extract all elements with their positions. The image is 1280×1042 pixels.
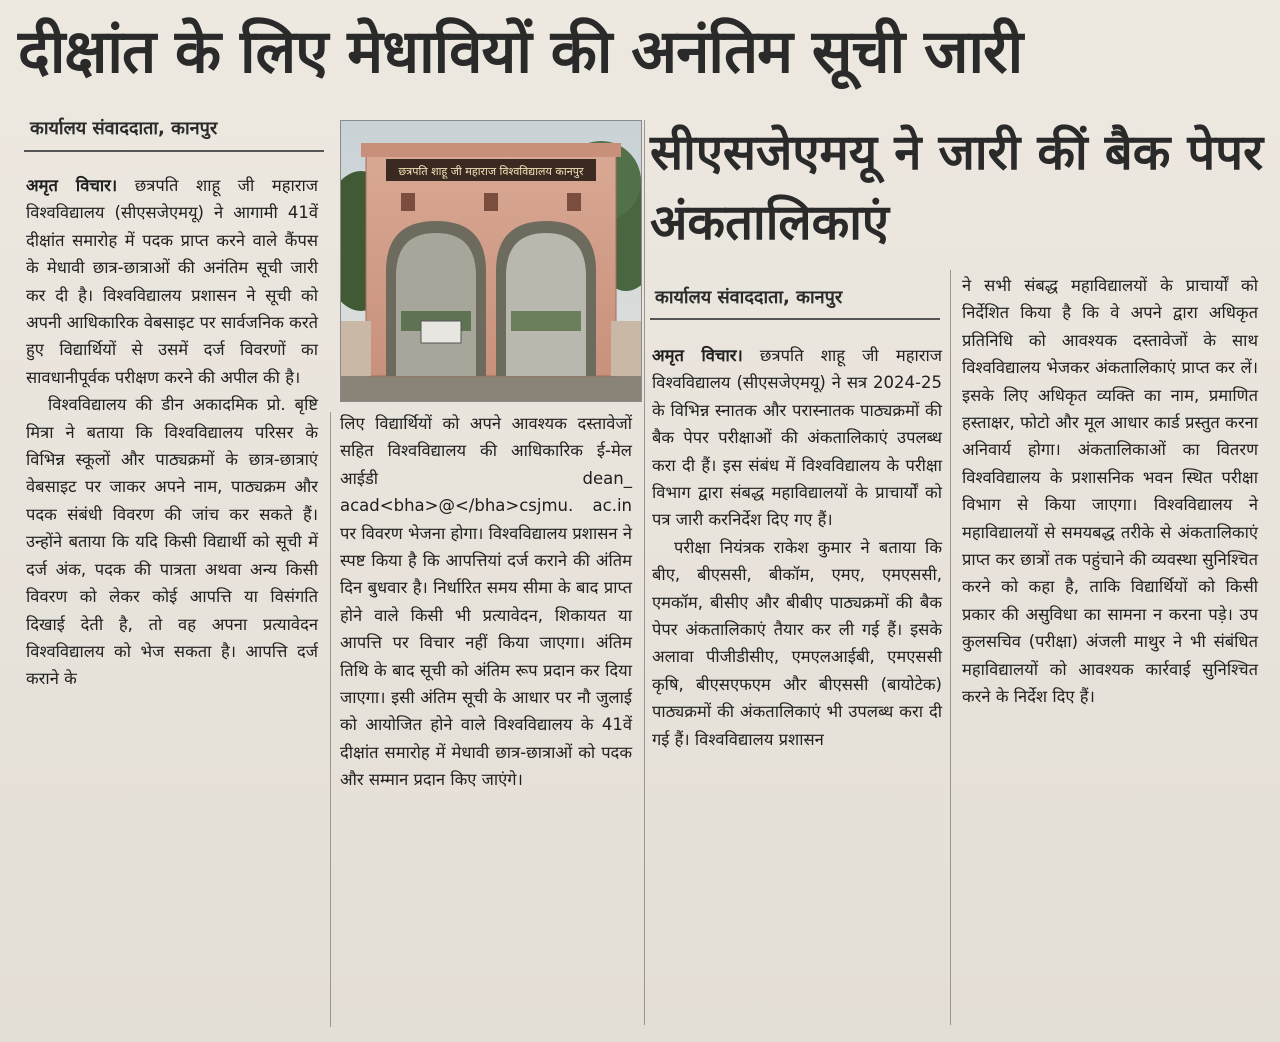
story1-byline-rule: [24, 150, 324, 152]
story2-text-1: छत्रपति शाहू जी महाराज विश्वविद्यालय (सीएसजेएमयू) ने सत्र 2024-25 के विभिन्न स्नातक और परास्नातक पाठ्यक्रमों की बैक पेपर परीक्षाओं की अंकतालिकाएं उपलब्ध करा दी हैं। इस संबंध में विश्वविद्यालय के परीक्षा विभाग द्वारा संबद्ध महाविद्यालयों के प्राचार्यों को पत्र जारी करनिर्देश दिए गए हैं।: [652, 346, 942, 530]
story2-column-1: [652, 342, 942, 753]
story2-byline: कार्यालय संवाददाता, कानपुर: [655, 287, 843, 308]
story1-lead: अमृत विचार।: [26, 176, 118, 195]
story2-byline-rule: [650, 318, 940, 320]
story2-paragraph-2: परीक्षा नियंत्रक राकेश कुमार ने बताया कि बीए, बीएससी, बीकॉम, एमए, एमएससी, एमकॉम, बीसीए और बीबीए पाठ्यक्रमों की बैक पेपर अंकतालिकाएं तैयार कर ली गई हैं। इसके अलावा पीजीडीसीए, एमएलआईबी, एमएससी कृषि, बीएसएफएम और बीएससी (बायोटेक) पाठ्यक्रमों की अंकतालिकाएं भी उपलब्ध करा दी गई हैं। विश्वविद्यालय प्रशासन: [652, 537, 942, 749]
column-divider-1: [330, 412, 331, 1027]
story1-column-1: [26, 172, 318, 693]
gate-sign-text: छत्रपति शाहू जी महाराज विश्वविद्यालय कानपुर: [398, 165, 584, 178]
story2-headline: सीएसजेएमयू ने जारी कीं बैक पेपर अंकतालिकाएं: [650, 124, 1264, 251]
column-divider-3: [950, 270, 951, 1025]
university-gate-photo: [340, 120, 642, 402]
column-divider-2: [644, 120, 645, 1025]
story2-paragraph-3: ने सभी संबद्ध महाविद्यालयों के प्राचार्यों को निर्देशित किया है कि वे अपने द्वारा अधिकृत प्रतिनिधि को आवश्यक दस्तावेजों के साथ विश्वविद्यालय भेजकर अंकतालिकाएं प्राप्त कर लें। इसके लिए अधिकृत व्यक्ति का नाम, प्रमाणित हस्ताक्षर, फोटो और मूल आधार कार्ड प्रस्तुत करना अनिवार्य होगा। अंकतालिकाओं का वितरण विश्वविद्यालय के प्रशासनिक भवन स्थित परीक्षा विभाग से किया जाएगा। विश्वविद्यालय ने महाविद्यालयों से समयबद्ध तरीके से अंकतालिकाएं प्राप्त कर छात्रों तक पहुंचाने की व्यवस्था सुनिश्चित करने को कहा है, ताकि विद्यार्थियों को किसी प्रकार की असुविधा का सामना न करना पड़े। उप कुलसचिव (परीक्षा) अंजली माथुर ने भी संबंधित महाविद्यालयों को आवश्यक कार्रवाई सुनिश्चित करने के निर्देश दिए हैं।: [962, 276, 1258, 707]
gate-illustration: [341, 121, 641, 401]
story1-paragraph-1: [26, 172, 318, 391]
story2-paragraph-1: [652, 342, 942, 534]
main-headline: दीक्षांत के लिए मेधावियों की अनंतिम सूची जारी: [18, 17, 1023, 87]
story1-byline: कार्यालय संवाददाता, कानपुर: [30, 118, 218, 139]
story1-paragraph-2: विश्वविद्यालय की डीन अकादमिक प्रो. बृष्टि मित्रा ने बताया कि विश्वविद्यालय परिसर के विभिन्न स्कूलों और पाठ्यक्रमों के छात्र-छात्राएं वेबसाइट पर जाकर अपने नाम, पाठ्यक्रम और पदक संबंधी विवरण की जांच कर सकते हैं। उन्होंने बताया कि यदि किसी विद्यार्थी को सूची में दर्ज अंक, पदक की पात्रता अथवा अन्य किसी विवरण को लेकर कोई आपत्ति या विसंगति दिखाई देती है, तो वह अपना प्रत्यावेदन विश्वविद्यालय को भेज सकता है। आपत्ति दर्ज कराने के: [26, 395, 318, 689]
story1-text-1: छत्रपति शाहू जी महाराज विश्वविद्यालय (सीएसजेएमयू) ने आगामी 41वें दीक्षांत समारोह में पदक प्राप्त करने वाले कैंपस के मेधावी छात्र-छात्राओं की अनंतिम सूची जारी कर दी है। विश्वविद्यालय प्रशासन ने सूची को अपनी आधिकारिक वेबसाइट पर सार्वजनिक करते हुए विद्यार्थियों से उसमें दर्ज विवरणों का सावधानीपूर्वक परीक्षण करने की अपील की है।: [26, 176, 319, 387]
story2-lead: अमृत विचार।: [652, 346, 743, 365]
story1-column-2: [340, 410, 632, 794]
story1-paragraph-3: लिए विद्यार्थियों को अपने आवश्यक दस्तावेजों सहित विश्वविद्यालय की आधिकारिक ई-मेल आईडी dean_ acad<bha>@</bha>csjmu. ac.in पर विवरण भेजना होगा। विश्वविद्यालय प्रशासन ने स्पष्ट किया है कि आपत्तियां दर्ज कराने की अंतिम दिन बुधवार है। निर्धारित समय सीमा के बाद प्राप्त होने वाले किसी भी प्रत्यावेदन, शिकायत या आपत्ति पर विचार नहीं किया जाएगा। अंतिम तिथि के बाद सूची को अंतिम रूप प्रदान कर दिया जाएगा। इसी अंतिम सूची के आधार पर नौ जुलाई को आयोजित होने वाले विश्वविद्यालय के 41वें दीक्षांत समारोह में मेधावी छात्र-छात्राओं को पदक और सम्मान प्रदान किए जाएंगे।: [340, 414, 632, 790]
story2-column-2: [962, 272, 1258, 711]
